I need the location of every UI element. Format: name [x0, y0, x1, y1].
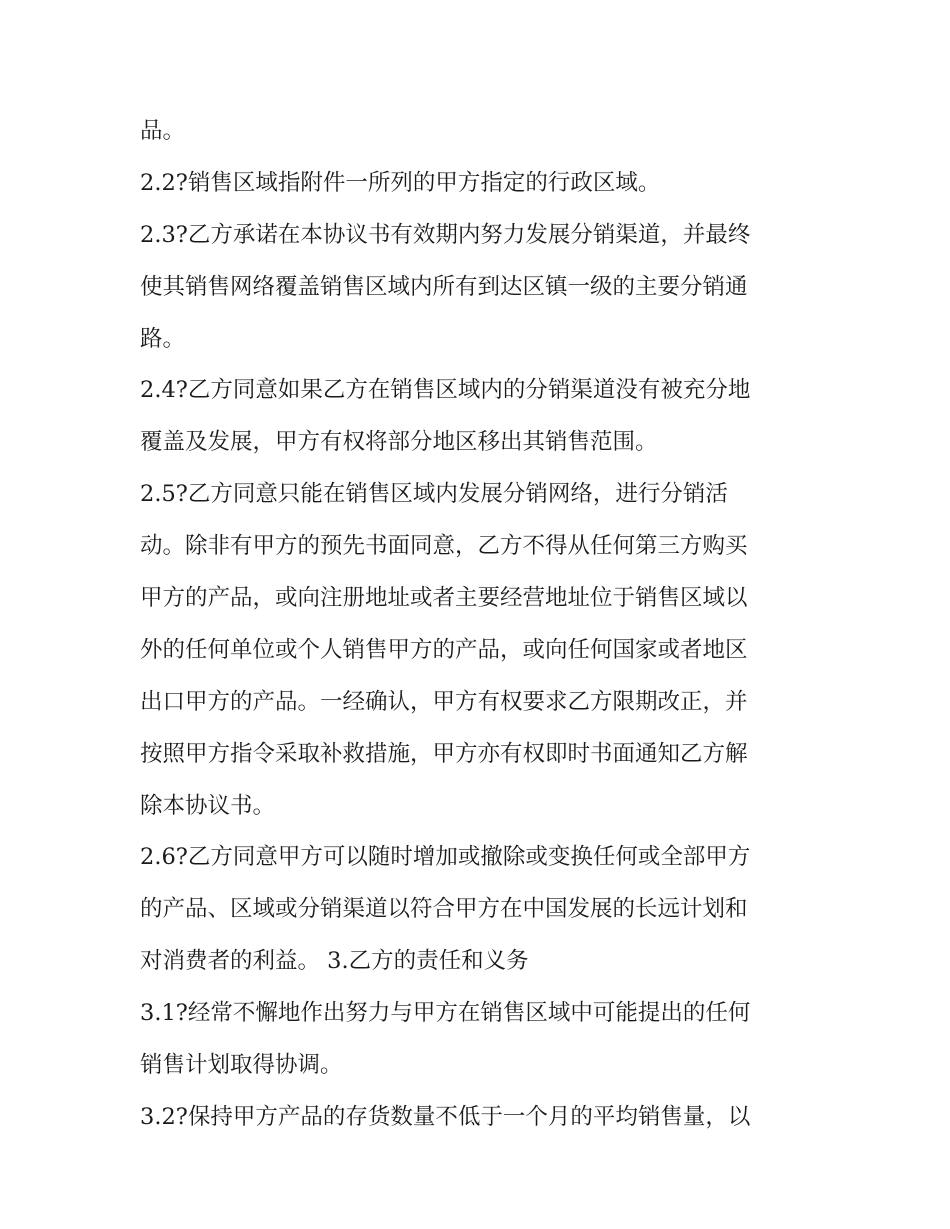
- text-line: 3.2?保持甲方产品的存货数量不低于一个月的平均销售量，以: [140, 1103, 751, 1130]
- text-line: 路。: [140, 325, 186, 352]
- text-line: 甲方的产品，或向注册地址或者主要经营地址位于销售区域以: [140, 585, 748, 612]
- text-line: 出口甲方的产品。一经确认，甲方有权要求乙方限期改正，并: [140, 688, 748, 715]
- text-line: 2.6?乙方同意甲方可以随时增加或撤除或变换任何或全部甲方: [140, 844, 751, 871]
- text-line: 2.3?乙方承诺在本协议书有效期内努力发展分销渠道，并最终: [140, 221, 751, 248]
- text-line: 2.5?乙方同意只能在销售区域内发展分销网络，进行分销活: [140, 481, 728, 508]
- text-line: 动。除非有甲方的预先书面同意，乙方不得从任何第三方购买: [140, 533, 748, 560]
- text-line: 按照甲方指令采取补救措施，甲方亦有权即时书面通知乙方解: [140, 740, 748, 767]
- text-line: 销售计划取得协调。: [140, 1052, 343, 1079]
- text-line: 2.2?销售区域指附件一所列的甲方指定的行政区域。: [140, 169, 661, 196]
- text-line: 外的任何单位或个人销售甲方的产品，或向任何国家或者地区: [140, 636, 748, 663]
- text-line: 2.4?乙方同意如果乙方在销售区域内的分销渠道没有被充分地: [140, 377, 751, 404]
- text-line: 对消费者的利益。 3.乙方的责任和义务: [140, 948, 529, 975]
- text-line: 覆盖及发展，甲方有权将部分地区移出其销售范围。: [140, 429, 658, 456]
- text-line: 的产品、区域或分销渠道以符合甲方在中国发展的长远计划和: [140, 896, 748, 923]
- document-body: [140, 106, 820, 1144]
- text-line: 除本协议书。: [140, 792, 276, 819]
- text-line: 使其销售网络覆盖销售区域内所有到达区镇一级的主要分销通: [140, 273, 748, 300]
- text-line: 品。: [140, 118, 186, 144]
- text-line: 3.1?经常不懈地作出努力与甲方在销售区域中可能提出的任何: [140, 1000, 751, 1027]
